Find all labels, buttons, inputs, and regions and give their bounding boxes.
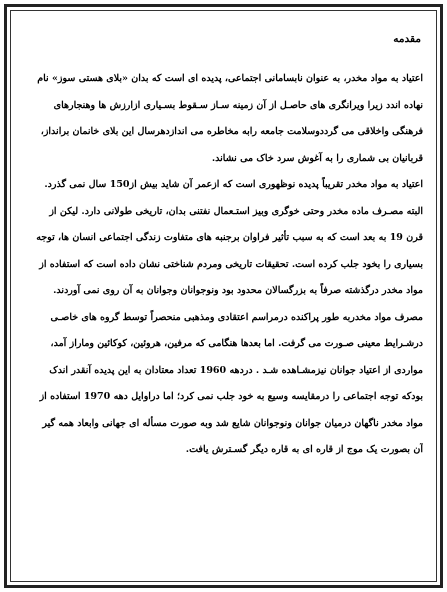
text-line: اعتیاد به مواد مخدر، به عنوان نابسامانی اجتماعی، پدیده ای است که بدان «بلای هستی سوز» نام	[37, 73, 423, 84]
text-line: مصرف مواد مخدربه طور پراکنده درمراسم اعتقادی ومذهبی منحصراً توسط گروه های خاصـی	[50, 311, 423, 323]
text-line: اعتیاد به مواد مخدر تقریباً پدیده نوظهوری است که ازعمر آن شاید بیش از150 سال نمی گذرد.	[44, 179, 423, 190]
text-line: درشـرایط معینی صـورت می گرفت. اما بعدها هنگامی که مرفین، هروئین، کوکائین وماراز آمد،	[50, 338, 423, 349]
text-line: مواد مخدر درگذشته صرفاً به بزرگسالان محدود بود ونوجوانان وجوانان به آن روی نمی آوردند.	[53, 285, 423, 296]
document-body	[20, 32, 423, 572]
text-line: مواد مخدر ناگهان درمیان جوانان ونوجوانان شایع شد وبه صورت مسأله ای جهانی وابعاد همه گیر	[42, 417, 423, 429]
text-line: آن بصورت یک موج از قاره ای به قاره دیگر گسـترش یافت.	[185, 444, 423, 455]
text-line: فرهنگی واخلاقی می گرددوسلامت جامعه رابه مخاطره می اندازدهرسال این بلای خانمان برانداز،	[40, 126, 423, 137]
text-line: البته مصـرف ماده مخدر وحتی خوگری وبیز استـعمال نفتنی بدان، تاریخی طولانی دارد. لیکن از	[49, 205, 423, 217]
paragraph-history	[20, 172, 423, 464]
text-line: بسیاری را بخود جلب کرده است. تحقیقات تاریخی ومردم شناختی نشان داده است که استفاده از	[39, 258, 423, 270]
section-heading: مقدمه	[393, 33, 421, 45]
text-line: مواردی از اعتیاد جوانان نیزمشـاهده شـد . دردهه 1960 تعداد معتادان به این پدیده آنقدر اندک	[49, 364, 423, 376]
text-line: قربانیان بی شماری را به آغوش سرد خاک می نشاند.	[211, 152, 423, 164]
paragraph-intro	[20, 66, 423, 172]
text-line: بودکه توجه اجتماعی را درمقایسه وسیع به خود جلب نمی کرد؛ اما دراوایل دهه 1970 استفاده از	[39, 391, 423, 402]
text-line: قرن 19 به بعد است که به سبب تأثیر فراوان برجنبه های متفاوت زندگی اجتماعی انسان ها، توجه	[36, 232, 423, 243]
text-line: نهاده اندد زیرا ویرانگری های حاصـل از آن زمینه سـاز سـقوط بسـیاری ازارزش ها وهنجارهای	[53, 99, 423, 111]
